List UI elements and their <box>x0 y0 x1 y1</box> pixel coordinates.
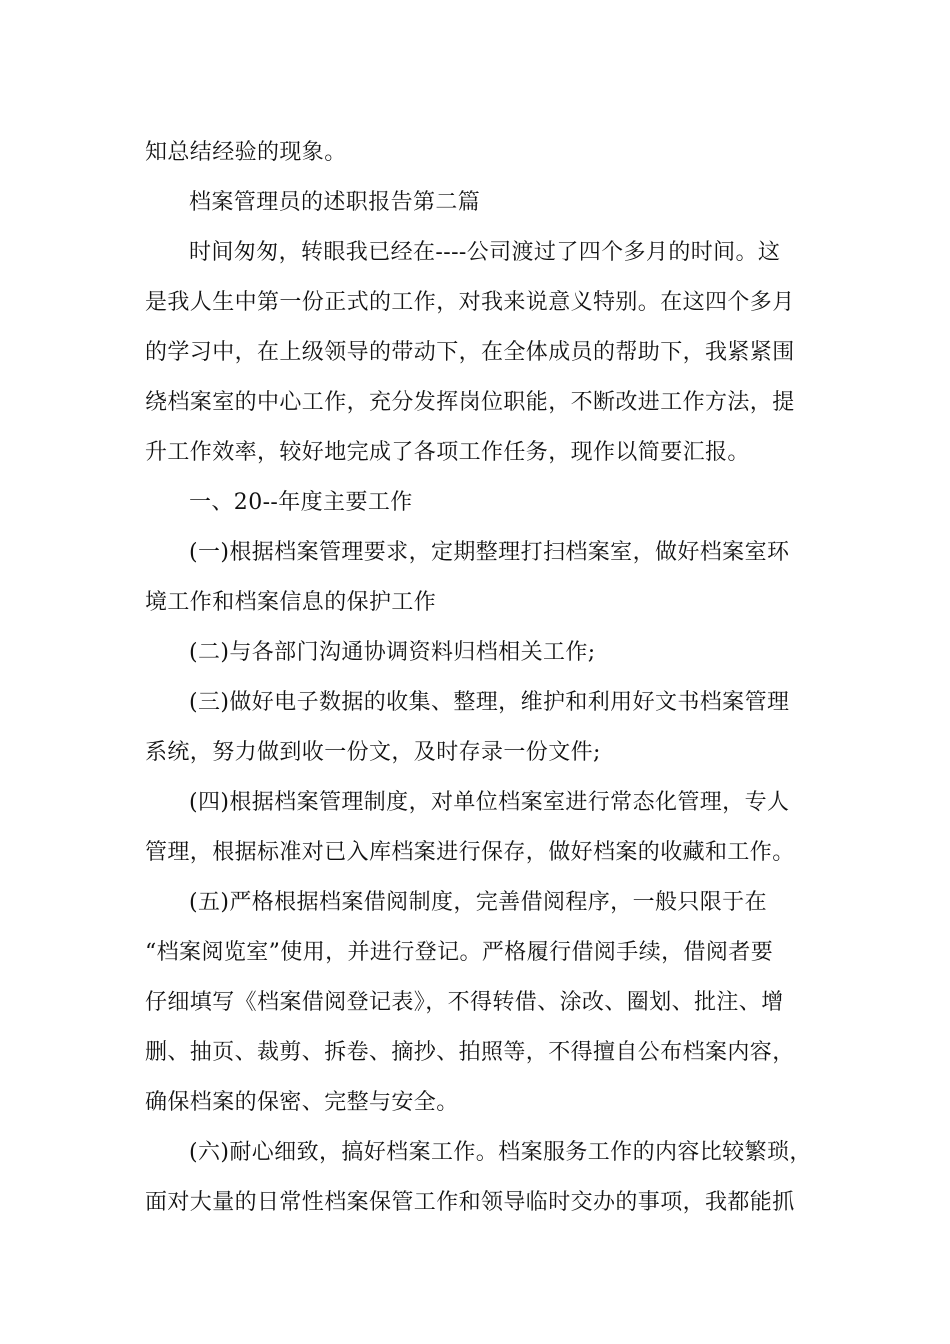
list-item-3: (三)做好电子数据的收集、整理，维护和利用好文书档案管理 <box>189 690 790 715</box>
list-item-2: (二)与各部门沟通协调资料归档相关工作; <box>189 640 596 665</box>
subsection-heading: 一、20--年度主要工作 <box>189 490 413 515</box>
text-line-1: 知总结经验的现象。 <box>145 140 347 165</box>
text-line-15: 管理，根据标准对已入库档案进行保存，做好档案的收藏和工作。 <box>145 840 795 865</box>
text-line-13: 系统，努力做到收一份文，及时存录一份文件; <box>145 740 601 765</box>
list-item-4: (四)根据档案管理制度，对单位档案室进行常态化管理，专人 <box>189 790 790 815</box>
list-item-6: (六)耐心细致，搞好档案工作。档案服务工作的内容比较繁琐， <box>189 1140 812 1165</box>
text-line-17: “档案阅览室”使用，并进行登记。严格履行借阅手续，借阅者要 <box>145 940 774 965</box>
section-heading: 档案管理员的述职报告第二篇 <box>189 190 481 215</box>
text-line-10: 境工作和档案信息的保护工作 <box>145 590 437 615</box>
document-body <box>145 128 825 1228</box>
text-line-22: 面对大量的日常性档案保管工作和领导临时交办的事项，我都能抓 <box>145 1190 795 1215</box>
text-line-7: 升工作效率，较好地完成了各项工作任务，现作以简要汇报。 <box>145 440 750 465</box>
text-line-19: 删、抽页、裁剪、拆卷、摘抄、拍照等，不得擅自公布档案内容， <box>145 1040 795 1065</box>
text-line-18: 仔细填写《档案借阅登记表》，不得转借、涂改、圈划、批注、增 <box>145 990 784 1015</box>
list-item-1: (一)根据档案管理要求，定期整理打扫档案室，做好档案室环 <box>189 540 790 565</box>
text-line-4: 是我人生中第一份正式的工作，对我来说意义特别。在这四个多月 <box>145 290 795 315</box>
text-line-20: 确保档案的保密、完整与安全。 <box>145 1090 459 1115</box>
text-line-6: 绕档案室的中心工作，充分发挥岗位职能，不断改进工作方法，提 <box>145 390 795 415</box>
list-item-5: (五)严格根据档案借阅制度，完善借阅程序，一般只限于在 <box>189 890 767 915</box>
text-line-5: 的学习中，在上级领导的带动下，在全体成员的帮助下，我紧紧围 <box>145 340 795 365</box>
text-line-3: 时间匆匆，转眼我已经在----公司渡过了四个多月的时间。这 <box>189 240 781 265</box>
